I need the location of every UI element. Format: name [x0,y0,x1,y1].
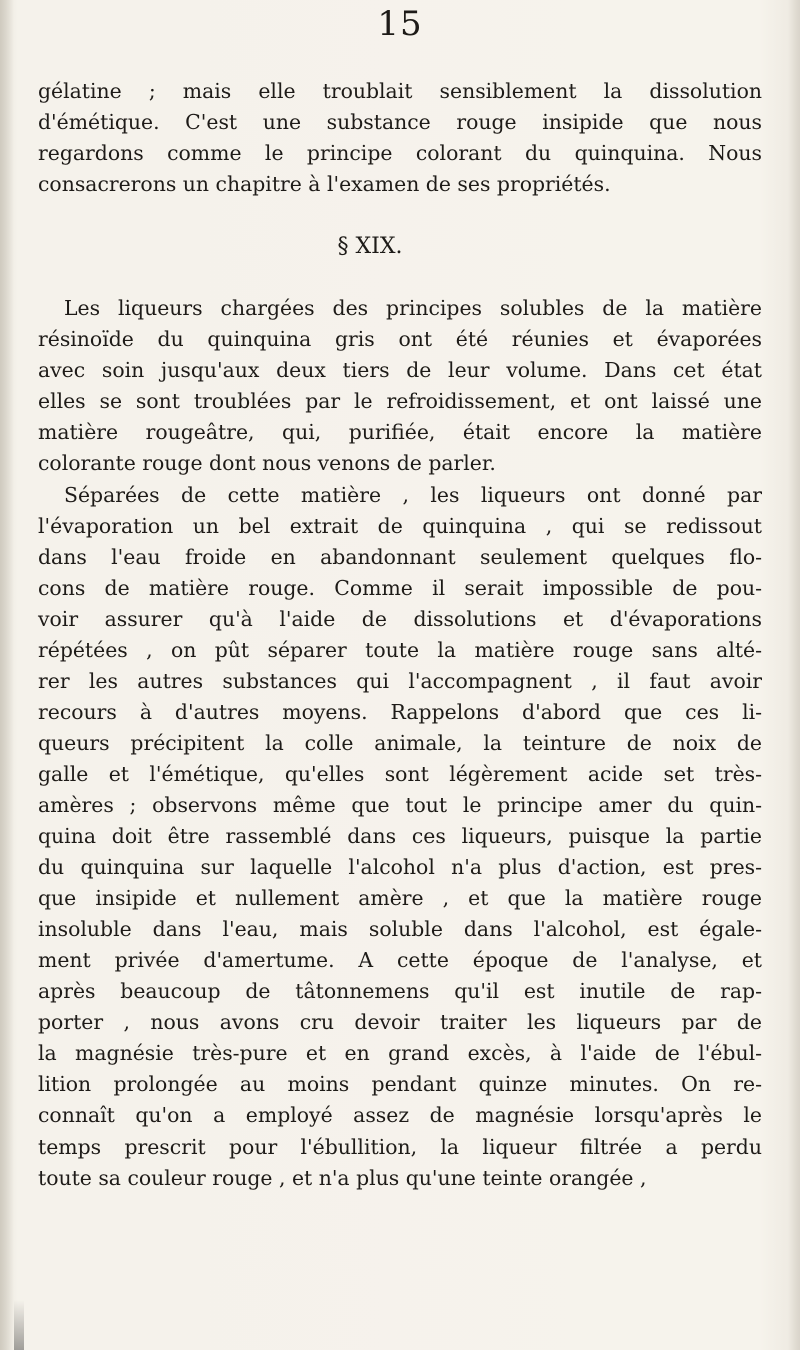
section-heading: § XIX. [337,234,403,260]
text-line: gélatine ; mais elle troublait sensiblement la dissolution [38,79,762,103]
text-line: regardons comme le principe colorant du quinquina. Nous [38,141,762,166]
text-line: connaît qu'on a employé assez de magnésie lorsqu'après le [38,1103,762,1128]
text-line: elles se sont troublées par le refroidissement, et ont laissé une [38,389,762,414]
text-line: porter , nous avons cru devoir traiter les liqueurs par de [38,1010,762,1035]
text-line: insoluble dans l'eau, mais soluble dans l'alcohol, est égale- [38,917,762,942]
text-line: que insipide et nullement amère , et que la matière rouge [38,886,762,911]
text-line: cons de matière rouge. Comme il serait impossible de pou- [38,575,762,600]
binding-shadow [14,1300,24,1350]
text-line: quina doit être rassemblé dans ces liqueurs, puisque la partie [38,824,762,849]
spine-shadow [0,0,14,1350]
text-line: Séparées de cette matière , les liqueurs ont donné par [64,482,762,507]
text-line: après beaucoup de tâtonnemens qu'il est inutile de rap- [38,979,762,1004]
text-line: dans l'eau froide en abandonnant seulement quelques flo- [38,544,762,569]
text-line: avec soin jusqu'aux deux tiers de leur volume. Dans cet état [38,358,762,383]
text-line: consacrerons un chapitre à l'examen de ses propriétés. [38,172,611,197]
text-line: Les liqueurs chargées des principes solubles de la matière [64,296,762,321]
text-line: rer les autres substances qui l'accompagnent , il faut avoir [38,668,762,693]
text-line: colorante rouge dont nous venons de parler. [38,451,496,476]
text-line: queurs précipitent la colle animale, la teinture de noix de [38,730,762,755]
text-line: résinoïde du quinquina gris ont été réunies et évaporées [38,327,762,352]
text-line: du quinquina sur laquelle l'alcohol n'a plus d'action, est pres- [38,855,762,880]
page-edge [788,0,800,1350]
text-line: ment privée d'amertume. A cette époque de l'analyse, et [38,948,762,973]
text-line: voir assurer qu'à l'aide de dissolutions et d'évaporations [38,606,762,631]
text-line: toute sa couleur rouge , et n'a plus qu'une teinte orangée , [38,1165,647,1190]
text-line: d'émétique. C'est une substance rouge insipide que nous [38,110,762,135]
body-text [38,76,762,1194]
text-line: recours à d'autres moyens. Rappelons d'abord que ces li- [38,699,762,724]
text-line: galle et l'émétique, qu'elles sont légèrement acide set très- [38,761,762,786]
text-line: matière rougeâtre, qui, purifiée, était encore la matière [38,420,762,445]
text-line: amères ; observons même que tout le principe amer du quin- [38,792,762,817]
page-number: 15 [377,4,423,44]
text-line: répétées , on pût séparer toute la matière rouge sans alté- [38,637,762,662]
text-line: l'évaporation un bel extrait de quinquina , qui se redissout [38,513,762,538]
text-line: lition prolongée au moins pendant quinze minutes. On re- [38,1072,762,1097]
text-line: temps prescrit pour l'ébullition, la liqueur filtrée a perdu [38,1134,762,1159]
text-line: la magnésie très-pure et en grand excès, à l'aide de l'ébul- [38,1041,762,1066]
